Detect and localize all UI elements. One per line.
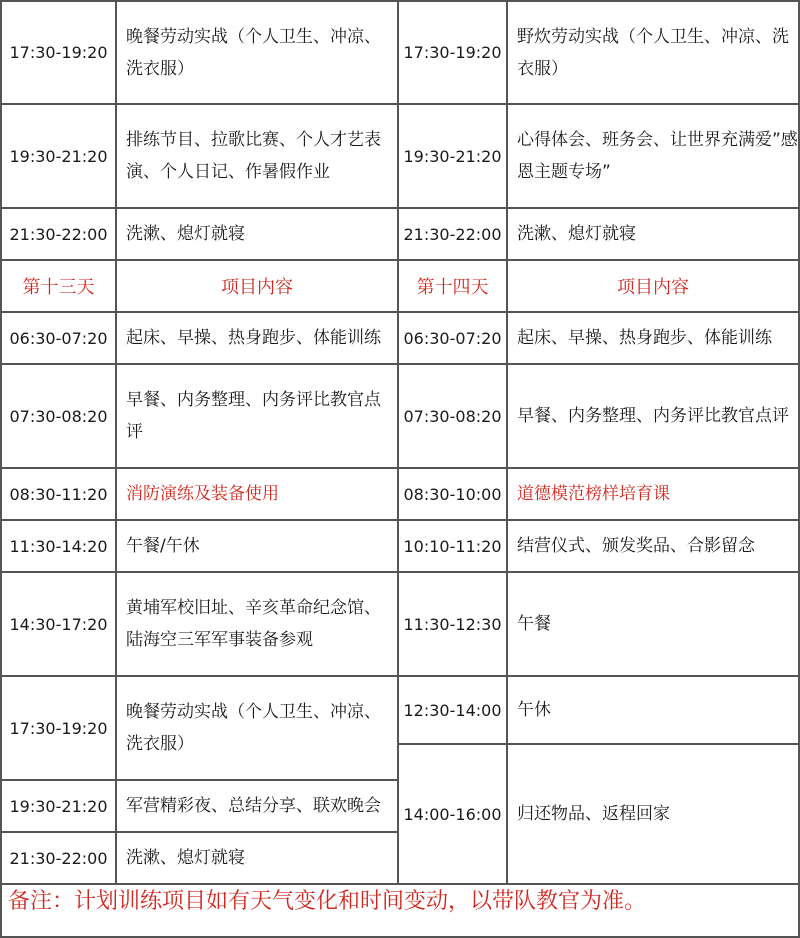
time-cell: 08:30-10:00 [403,484,502,504]
content-header: 项目内容 [617,277,689,298]
time-cell: 19:30-21:20 [9,796,108,816]
time-cell: 14:00-16:00 [403,804,502,824]
activity-cell: 洗漱、熄灯就寝 [517,224,636,244]
activity-cell: 心得体会、班务会、让世界充满爱”感 恩主题专场” [517,130,798,182]
activity-cell: 午餐 [517,614,551,634]
day-header: 第十三天 [22,277,95,298]
activity-cell: 晚餐劳动实战（个人卫生、冲凉、 洗衣服） [126,702,381,754]
time-cell: 07:30-08:20 [9,406,108,426]
time-cell: 17:30-19:20 [9,43,108,62]
time-cell: 21:30-22:00 [9,848,108,868]
activity-cell: 早餐、内务整理、内务评比教官点评 [517,406,789,426]
time-cell: 10:10-11:20 [403,536,502,556]
activity-cell: 洗漱、熄灯就寝 [126,848,245,868]
activity-cell: 道德模范榜样培育课 [517,484,670,504]
activity-cell: 归还物品、返程回家 [517,804,670,824]
time-cell: 17:30-19:20 [9,718,108,738]
time-cell: 06:30-07:20 [403,328,502,348]
time-cell: 17:30-19:20 [403,43,502,62]
activity-cell: 结营仪式、颁发奖品、合影留念 [517,536,755,556]
time-cell: 08:30-11:20 [9,484,108,504]
activity-cell: 早餐、内务整理、内务评比教官点 评 [126,390,381,442]
time-cell: 11:30-12:30 [403,614,502,634]
remark-note: 备注：计划训练项目如有天气变化和时间变动，以带队教官为准。 [8,889,647,914]
time-cell: 19:30-21:20 [9,146,108,166]
day-header: 第十四天 [416,277,489,298]
activity-cell: 晚餐劳动实战（个人卫生、冲凉、 洗衣服） [126,26,381,79]
activity-cell: 起床、早操、热身跑步、体能训练 [517,328,772,348]
activity-cell: 午休 [517,700,551,720]
time-cell: 21:30-22:00 [403,224,502,244]
time-cell: 06:30-07:20 [9,328,108,348]
time-cell: 19:30-21:20 [403,146,502,166]
time-cell: 07:30-08:20 [403,406,502,426]
activity-cell: 消防演练及装备使用 [126,484,279,504]
time-cell: 12:30-14:00 [403,700,502,720]
time-cell: 14:30-17:20 [9,614,108,634]
activity-cell: 起床、早操、热身跑步、体能训练 [126,328,381,348]
activity-cell: 排练节目、拉歌比赛、个人才艺表 演、个人日记、作暑假作业 [126,130,381,182]
activity-cell: 军营精彩夜、总结分享、联欢晚会 [126,796,381,816]
content-header: 项目内容 [221,277,293,298]
time-cell: 11:30-14:20 [9,536,108,556]
activity-cell: 黄埔军校旧址、辛亥革命纪念馆、 陆海空三军军事装备参观 [126,598,381,650]
activity-cell: 午餐/午休 [126,536,200,556]
time-cell: 21:30-22:00 [9,224,108,244]
activity-cell: 洗漱、熄灯就寝 [126,224,245,244]
activity-cell: 野炊劳动实战（个人卫生、冲凉、洗 衣服） [517,26,789,79]
